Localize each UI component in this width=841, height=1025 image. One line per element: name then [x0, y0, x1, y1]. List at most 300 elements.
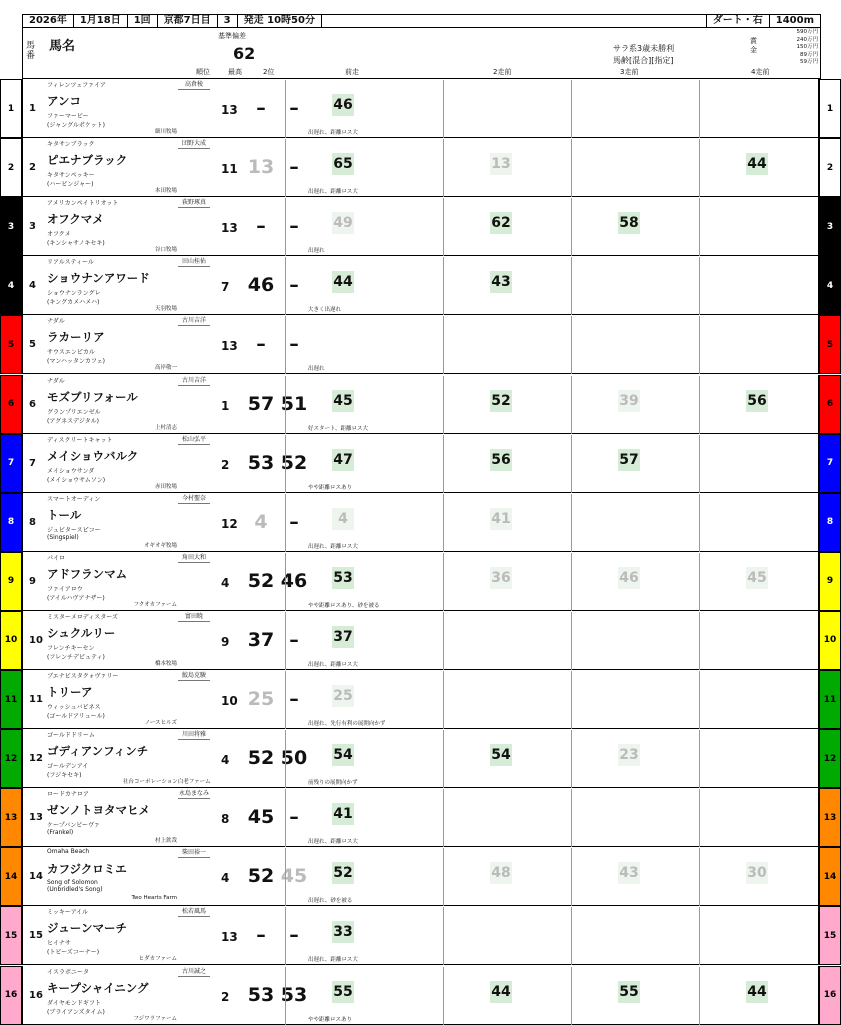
breeder-name: 天羽牧場	[154, 306, 177, 313]
frame-color-right	[819, 79, 841, 138]
sire-name: ロードカナロア	[47, 791, 89, 799]
past-race-4[interactable]	[699, 257, 790, 315]
dam-name	[47, 820, 100, 836]
past-race-2[interactable]	[443, 612, 534, 670]
race-number: 3	[218, 15, 238, 27]
dam-name	[47, 879, 103, 893]
horse-row-body	[22, 434, 819, 493]
damsire: (キングカメハメハ)	[47, 299, 100, 307]
past-score: 30	[746, 862, 768, 884]
card-title-block	[22, 27, 821, 79]
second-score: –	[289, 215, 299, 238]
past-race-1[interactable]	[285, 139, 376, 197]
horse-number: 13	[29, 812, 43, 824]
dam: メイショウサンダ	[47, 467, 95, 475]
horse-row-body	[22, 729, 819, 788]
damsire: (ゴールドアリュール)	[47, 713, 105, 720]
horse-number-right: 7	[826, 458, 834, 469]
best-score: 53	[247, 451, 275, 474]
rank-value: 13	[221, 103, 238, 117]
past-race-4[interactable]	[699, 139, 790, 197]
frame-color-left	[0, 670, 22, 729]
past-race-3[interactable]	[571, 907, 662, 965]
past-race-3[interactable]	[571, 376, 662, 434]
past-score: 53	[332, 567, 354, 589]
past-race-3[interactable]	[571, 967, 662, 1025]
horse-number-left: 16	[4, 990, 18, 1001]
frame-color-left	[0, 788, 22, 847]
second-score: 45	[280, 865, 308, 888]
jockey-block	[178, 80, 210, 90]
past-score: 43	[618, 862, 640, 884]
horse-number-left: 6	[7, 399, 15, 410]
damsire: (メイショウサムソン)	[47, 476, 106, 484]
frame-color-right	[819, 847, 841, 906]
past-race-1[interactable]	[285, 257, 376, 315]
horse-row-body	[22, 670, 819, 729]
second-score: –	[289, 156, 299, 179]
horse-name[interactable]: ゼンノトヨタマヒメ	[47, 803, 151, 818]
horse-row	[0, 79, 835, 138]
rank-value: 7	[221, 280, 230, 295]
past-score: 57	[618, 449, 640, 471]
race-comment: 出遅れ、距離ロス大	[308, 189, 358, 196]
horse-name[interactable]: モズブリフォール	[47, 389, 138, 404]
past-race-1[interactable]	[285, 435, 376, 493]
past-score: 25	[332, 685, 354, 707]
frame-color-right	[819, 788, 841, 847]
breeder-name: ヒダカファーム	[138, 956, 177, 963]
frame-color-right	[819, 670, 841, 729]
prize-5: 59万円	[800, 59, 818, 65]
prize-list	[763, 29, 818, 67]
frame-color-right	[819, 256, 841, 315]
past-race-2[interactable]	[443, 789, 534, 847]
dam-name	[47, 466, 105, 484]
second-score: 51	[280, 392, 308, 415]
damsire: (キンシャサノキセキ)	[47, 240, 105, 248]
damsire: (Unbridled's Song)	[47, 886, 103, 894]
past-score: 36	[490, 567, 512, 589]
horse-row	[0, 906, 835, 965]
past-race-1[interactable]	[285, 316, 376, 374]
past-race-3[interactable]	[571, 553, 662, 611]
past-score: 56	[490, 449, 512, 471]
damsire: (マンハッタンカフェ)	[47, 358, 105, 366]
past-score: 37	[332, 626, 354, 648]
frame-color-left	[0, 966, 22, 1025]
horse-row-body	[22, 788, 819, 847]
past-race-1[interactable]	[285, 967, 376, 1025]
second-score: –	[289, 628, 299, 651]
past-score: 45	[332, 390, 354, 412]
dam-name	[47, 170, 95, 188]
race-course: ダート・右	[707, 15, 770, 27]
jockey-block	[178, 612, 210, 622]
horse-number: 1	[29, 103, 36, 114]
past-race-2[interactable]	[443, 494, 534, 552]
past-race-2[interactable]	[443, 553, 534, 611]
horse-number-left: 11	[4, 694, 18, 705]
past-race-1[interactable]	[285, 671, 376, 729]
horse-number-left: 12	[4, 753, 18, 764]
sire-name: キタサンブラック	[47, 141, 95, 149]
past-race-4[interactable]	[699, 494, 790, 552]
past-race-2[interactable]	[443, 907, 534, 965]
horse-number: 3	[29, 221, 36, 233]
race-venue-day: 京都7日目	[158, 15, 218, 27]
best-score: 4	[254, 510, 268, 533]
horse-name[interactable]: メイショウバルク	[47, 448, 139, 463]
sire-name: Omaha Beach	[47, 848, 90, 856]
dam: フレンチキーセン	[47, 644, 95, 652]
race-year: 2026年	[23, 15, 74, 27]
second-score: –	[289, 333, 299, 356]
past-race-1[interactable]	[285, 376, 376, 434]
past-race-1[interactable]	[285, 907, 376, 965]
horse-row-body	[22, 552, 819, 611]
horse-number: 2	[29, 162, 36, 174]
col-best: 最高	[228, 68, 242, 76]
sire-name: ブエナビスタクォヴァリー	[47, 673, 119, 680]
rank-value: 4	[221, 871, 230, 886]
dam-name	[47, 347, 105, 365]
frame-color-left	[0, 256, 22, 315]
horse-number-left: 3	[7, 221, 15, 232]
horse-number: 12	[29, 753, 43, 765]
jockey-name: 団野大成	[178, 139, 210, 149]
horse-number: 14	[29, 871, 43, 883]
dam-name	[47, 407, 101, 425]
dam: ダイヤモンドギフト	[47, 999, 101, 1007]
race-start-time: 発走 10時50分	[238, 15, 322, 27]
past-score: 41	[332, 803, 354, 825]
second-score: 52	[280, 451, 308, 474]
horse-row-body	[22, 906, 819, 965]
second-score: 53	[280, 983, 308, 1006]
past-race-4[interactable]	[699, 435, 790, 493]
jockey-name: 荻野琢真	[178, 198, 210, 208]
frame-color-left	[0, 729, 22, 788]
past-race-3[interactable]	[571, 80, 662, 138]
dam: ゴールデンアイ	[47, 763, 89, 771]
past-score: 44	[332, 271, 354, 293]
past-race-3[interactable]	[571, 730, 662, 788]
past-race-3[interactable]	[571, 316, 662, 374]
past-race-2[interactable]	[443, 730, 534, 788]
past-race-4[interactable]	[699, 376, 790, 434]
race-comment: 出遅れ	[308, 366, 325, 373]
jockey-name: 今村聖奈	[178, 494, 210, 504]
horse-number: 11	[29, 694, 43, 705]
dam: サウスエンピカル	[47, 349, 95, 357]
past-race-4[interactable]	[699, 907, 790, 965]
dam-name	[47, 938, 99, 956]
horse-number: 8	[29, 516, 36, 528]
race-comment: 前残りの展開向かず	[308, 780, 358, 787]
horse-row-body	[22, 611, 819, 670]
horse-name[interactable]: キープシャイニング	[47, 980, 149, 995]
horse-name[interactable]: アンコ	[47, 94, 82, 108]
past-score: 44	[490, 981, 512, 1003]
horse-number-right: 16	[823, 990, 837, 1001]
horse-row-body	[22, 256, 819, 315]
past-race-3[interactable]	[571, 139, 662, 197]
horse-number-left: 13	[4, 812, 18, 823]
horse-number-right: 6	[826, 399, 834, 410]
horse-row	[0, 729, 835, 788]
horse-name[interactable]: ジューンマーチ	[47, 921, 128, 936]
sire-name: パイロ	[47, 554, 66, 562]
rank-value: 13	[221, 221, 238, 236]
best-score: 57	[247, 392, 275, 415]
past-race-3[interactable]	[571, 848, 662, 906]
past-race-3[interactable]	[571, 257, 662, 315]
frame-color-left	[0, 493, 22, 552]
jockey-block	[178, 553, 210, 563]
damsire: (ハービンジャー)	[47, 181, 94, 189]
past-race-4[interactable]	[699, 198, 790, 256]
horse-name[interactable]: トリーア	[47, 685, 93, 699]
past-race-3[interactable]	[571, 435, 662, 493]
race-comment: 出遅れ、砂を被る	[308, 898, 353, 905]
past-score: 44	[746, 153, 768, 175]
sire-name: イスラボニータ	[47, 968, 89, 976]
race-comment: 出遅れ、距離ロス大	[308, 543, 358, 550]
frame-color-left	[0, 552, 22, 611]
horse-row	[0, 256, 835, 315]
breeder-name: 橋本牧場	[154, 660, 177, 667]
dam: ウィッシュバビネス	[47, 704, 101, 711]
race-header	[22, 14, 821, 28]
past-score: 46	[332, 94, 354, 116]
jockey-block	[178, 435, 210, 445]
horse-number-right: 12	[823, 753, 837, 764]
jockey-name: 松山弘平	[178, 435, 210, 445]
best-score: 45	[247, 806, 275, 829]
horse-number-right: 4	[826, 280, 834, 291]
horse-name[interactable]: カフジクロミエ	[47, 862, 127, 877]
horse-name[interactable]: シュクルリー	[47, 625, 116, 640]
rank-value: 12	[221, 516, 238, 531]
dam-name	[47, 111, 105, 129]
rank-value: 8	[221, 812, 230, 827]
rank-value: 2	[221, 457, 230, 472]
past-race-3[interactable]	[571, 789, 662, 847]
prize-2: 240万円	[796, 36, 818, 43]
past-race-3[interactable]	[571, 494, 662, 552]
race-comment: やや距離ロスあり、砂を被る	[308, 602, 380, 609]
horse-number-left: 9	[7, 576, 15, 587]
horse-row-body	[22, 966, 819, 1025]
past-race-1[interactable]	[285, 848, 376, 906]
dam: Song of Solomon	[47, 879, 98, 887]
horse-number-right: 9	[826, 576, 834, 587]
horse-name[interactable]: ラカーリア	[47, 330, 105, 345]
past-race-2[interactable]	[443, 435, 534, 493]
jockey-block	[178, 730, 210, 740]
kijun-label: 基準偏差	[218, 32, 246, 40]
past-race-3[interactable]	[571, 671, 662, 729]
sire-name: リアルスティール	[47, 259, 94, 267]
sire-name: ミッキーアイル	[47, 909, 89, 917]
second-score: –	[289, 510, 299, 533]
horse-number: 5	[29, 339, 36, 351]
sire-name: スマートオーディン	[47, 495, 101, 503]
past-race-2[interactable]	[443, 316, 534, 374]
best-score: 25	[247, 688, 275, 710]
horse-number-right: 11	[823, 694, 837, 705]
jockey-block	[178, 139, 210, 149]
past-race-2[interactable]	[443, 848, 534, 906]
horse-name[interactable]: ピエナブラック	[47, 153, 128, 168]
horse-name[interactable]: トール	[47, 507, 82, 522]
best-score: 13	[247, 156, 275, 179]
horse-number-right: 1	[826, 103, 834, 114]
race-conditions: 馬齢[混合][指定]	[613, 56, 674, 65]
sire-name: ディスクリートキャット	[47, 436, 113, 444]
horse-name[interactable]: オフクマメ	[47, 212, 104, 227]
horse-number-left: 15	[4, 930, 18, 941]
frame-color-left	[0, 315, 22, 374]
horse-name[interactable]: ゴディアンフィンチ	[47, 744, 149, 759]
horse-name[interactable]: アドフランマム	[47, 566, 128, 581]
breeder-name: ノースヒルズ	[144, 720, 177, 726]
past-race-1[interactable]	[285, 198, 376, 256]
dam: ショウナンラングレ	[47, 290, 101, 298]
sire-name: ゴールドドリーム	[47, 732, 95, 740]
past-score: 45	[746, 567, 768, 589]
past-race-4[interactable]	[699, 80, 790, 138]
past-score: 23	[618, 744, 640, 766]
breeder-name: 村上欽哉	[154, 838, 177, 845]
past-race-1[interactable]	[285, 80, 376, 138]
frame-color-right	[819, 493, 841, 552]
race-kai: 1回	[128, 15, 158, 27]
second-score: 50	[280, 747, 308, 770]
jockey-block	[178, 257, 210, 267]
damsire: (フレンチデピュティ)	[47, 653, 105, 661]
past-race-4[interactable]	[699, 848, 790, 906]
horse-number-right: 15	[823, 930, 837, 941]
past-race-4[interactable]	[699, 316, 790, 374]
past-score: 43	[490, 271, 512, 293]
past-race-1[interactable]	[285, 612, 376, 670]
dam-name	[47, 643, 105, 661]
frame-color-left	[0, 847, 22, 906]
frame-color-left	[0, 138, 22, 197]
past-race-2[interactable]	[443, 376, 534, 434]
horse-row	[0, 552, 835, 611]
dam-name	[47, 584, 105, 602]
horse-name[interactable]: ショウナンアワード	[47, 271, 150, 286]
jockey-name: 松若風馬	[178, 907, 210, 917]
horse-row-body	[22, 493, 819, 552]
horse-row	[0, 966, 835, 1025]
col-prev1: 前走	[345, 68, 359, 76]
race-comment: 出遅れ、距離ロス大	[308, 957, 358, 964]
second-score: –	[289, 806, 299, 829]
jockey-block	[178, 789, 210, 799]
damsire: (Singspiel)	[47, 533, 79, 541]
horse-number-left: 2	[7, 162, 15, 173]
horse-number-left: 5	[7, 339, 15, 350]
past-race-2[interactable]	[443, 139, 534, 197]
past-race-2[interactable]	[443, 80, 534, 138]
rank-value: 1	[221, 398, 230, 413]
past-race-4[interactable]	[699, 671, 790, 729]
frame-color-right	[819, 729, 841, 788]
past-race-3[interactable]	[571, 612, 662, 670]
horse-number-right: 8	[826, 517, 834, 528]
past-race-4[interactable]	[699, 730, 790, 788]
sire-name: ナダル	[47, 318, 65, 326]
jockey-name: 古川吉洋	[178, 316, 210, 326]
dam: ヒイナサ	[47, 940, 71, 948]
breeder-name: フクオカファーム	[133, 601, 177, 608]
past-race-2[interactable]	[443, 671, 534, 729]
rank-value: 9	[221, 634, 230, 649]
past-race-3[interactable]	[571, 198, 662, 256]
past-score: 48	[490, 862, 512, 884]
past-race-1[interactable]	[285, 553, 376, 611]
past-score: 46	[618, 567, 640, 589]
race-comment: 出遅れ	[308, 248, 325, 255]
past-race-4[interactable]	[699, 612, 790, 670]
frame-color-right	[819, 197, 841, 256]
past-race-1[interactable]	[285, 494, 376, 552]
horse-row-body	[22, 315, 819, 374]
damsire: (ジャングルポケット)	[47, 122, 105, 129]
race-comment: やや距離ロスあり	[308, 1016, 353, 1023]
horse-row-body	[22, 138, 819, 197]
jockey-name: 永島まなみ	[178, 790, 209, 798]
jockey-name: 田山桂佑	[178, 257, 210, 267]
past-race-2[interactable]	[443, 257, 534, 315]
col-prev3: 3走前	[620, 68, 639, 76]
past-race-4[interactable]	[699, 967, 790, 1025]
past-score: 52	[332, 862, 354, 884]
past-race-1[interactable]	[285, 789, 376, 847]
col-prev2: 2走前	[493, 68, 512, 76]
breeder-name: 本田牧場	[154, 188, 177, 195]
dam-name	[47, 525, 101, 541]
past-race-2[interactable]	[443, 967, 534, 1025]
horse-number: 7	[29, 457, 36, 469]
past-score: 13	[490, 153, 512, 175]
past-race-2[interactable]	[443, 198, 534, 256]
past-race-4[interactable]	[699, 553, 790, 611]
breeder-name: Two Hearts Farm	[131, 895, 177, 902]
horse-row	[0, 138, 835, 197]
past-race-4[interactable]	[699, 789, 790, 847]
damsire: (フジキセキ)	[47, 772, 82, 780]
jockey-block	[178, 376, 210, 386]
breeder-name: フジワラファーム	[133, 1015, 177, 1022]
dam-name	[47, 998, 105, 1016]
jockey-name: 鮫島克駿	[178, 671, 210, 681]
horse-number-left: 10	[4, 635, 18, 646]
dam-name	[47, 702, 105, 720]
second-score: 46	[280, 569, 308, 592]
horse-number-right: 5	[826, 339, 834, 350]
past-race-1[interactable]	[285, 730, 376, 788]
second-score: –	[289, 97, 299, 119]
col-prev4: 4走前	[751, 68, 770, 76]
frame-color-left	[0, 611, 22, 670]
jockey-block	[178, 316, 210, 326]
jockey-block	[178, 494, 210, 504]
